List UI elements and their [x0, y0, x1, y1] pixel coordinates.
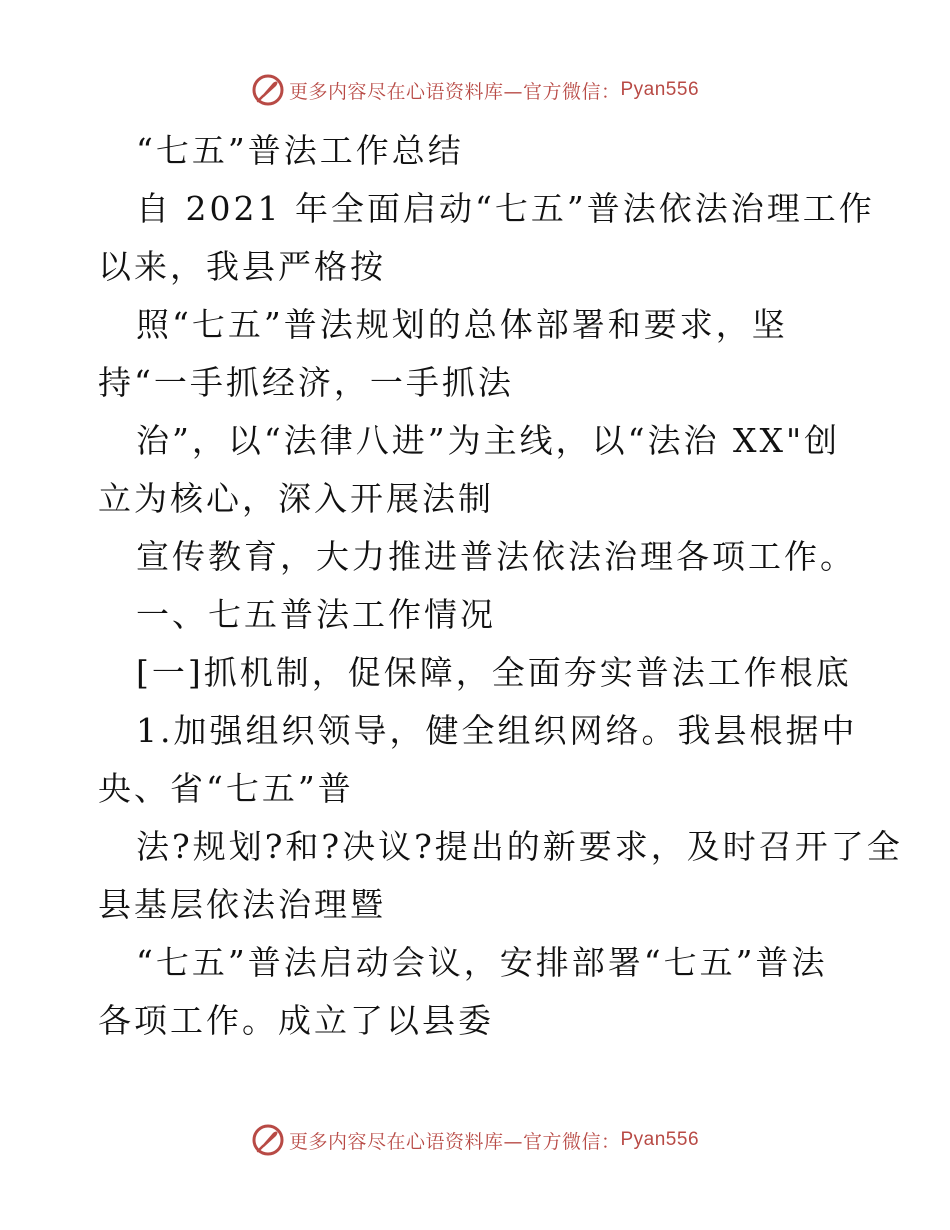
- header-watermark: [0, 68, 950, 112]
- subsection-heading: [一]抓机制，促保障，全面夯实普法工作根底: [136, 653, 852, 692]
- text-line: 县基层依法治理暨: [98, 885, 386, 924]
- text-line: 央、省“七五”普: [98, 769, 354, 808]
- document-title: “七五”普法工作总结: [136, 131, 464, 170]
- watermark-wechat-id: Pyan556: [620, 1129, 700, 1150]
- text-line: 宣传教育，大力推进普法依法治理各项工作。: [136, 537, 856, 576]
- text-line: 立为核心，深入开展法制: [98, 479, 494, 518]
- feather-logo-icon: [251, 73, 285, 107]
- text-line: “七五”普法启动会议，安排部署“七五”普法: [136, 943, 828, 982]
- text-line: 各项工作。成立了以县委: [98, 1001, 494, 1040]
- watermark-text: 更多内容尽在心语资料库—官方微信：: [288, 80, 621, 103]
- text-line: 持“一手抓经济，一手抓法: [98, 363, 514, 402]
- section-heading: 一、七五普法工作情况: [136, 595, 496, 634]
- document-body: [98, 122, 903, 1050]
- watermark-wechat-id: Pyan556: [620, 79, 700, 100]
- text-line: 1.加强组织领导，健全组织网络。我县根据中: [136, 711, 858, 750]
- text-line: 治”，以“法律八进”为主线，以“法治 XX"创: [136, 421, 841, 460]
- text-line: 法?规划?和?决议?提出的新要求，及时召开了全: [136, 827, 903, 866]
- text-line: 以来，我县严格按: [98, 247, 386, 286]
- footer-watermark: [0, 1118, 950, 1162]
- text-line: 自 2021 年全面启动“七五”普法依法治理工作: [136, 189, 875, 228]
- feather-logo-icon: [251, 1123, 285, 1157]
- text-line: 照“七五”普法规划的总体部署和要求，坚: [136, 305, 788, 344]
- watermark-text: 更多内容尽在心语资料库—官方微信：: [288, 1130, 621, 1153]
